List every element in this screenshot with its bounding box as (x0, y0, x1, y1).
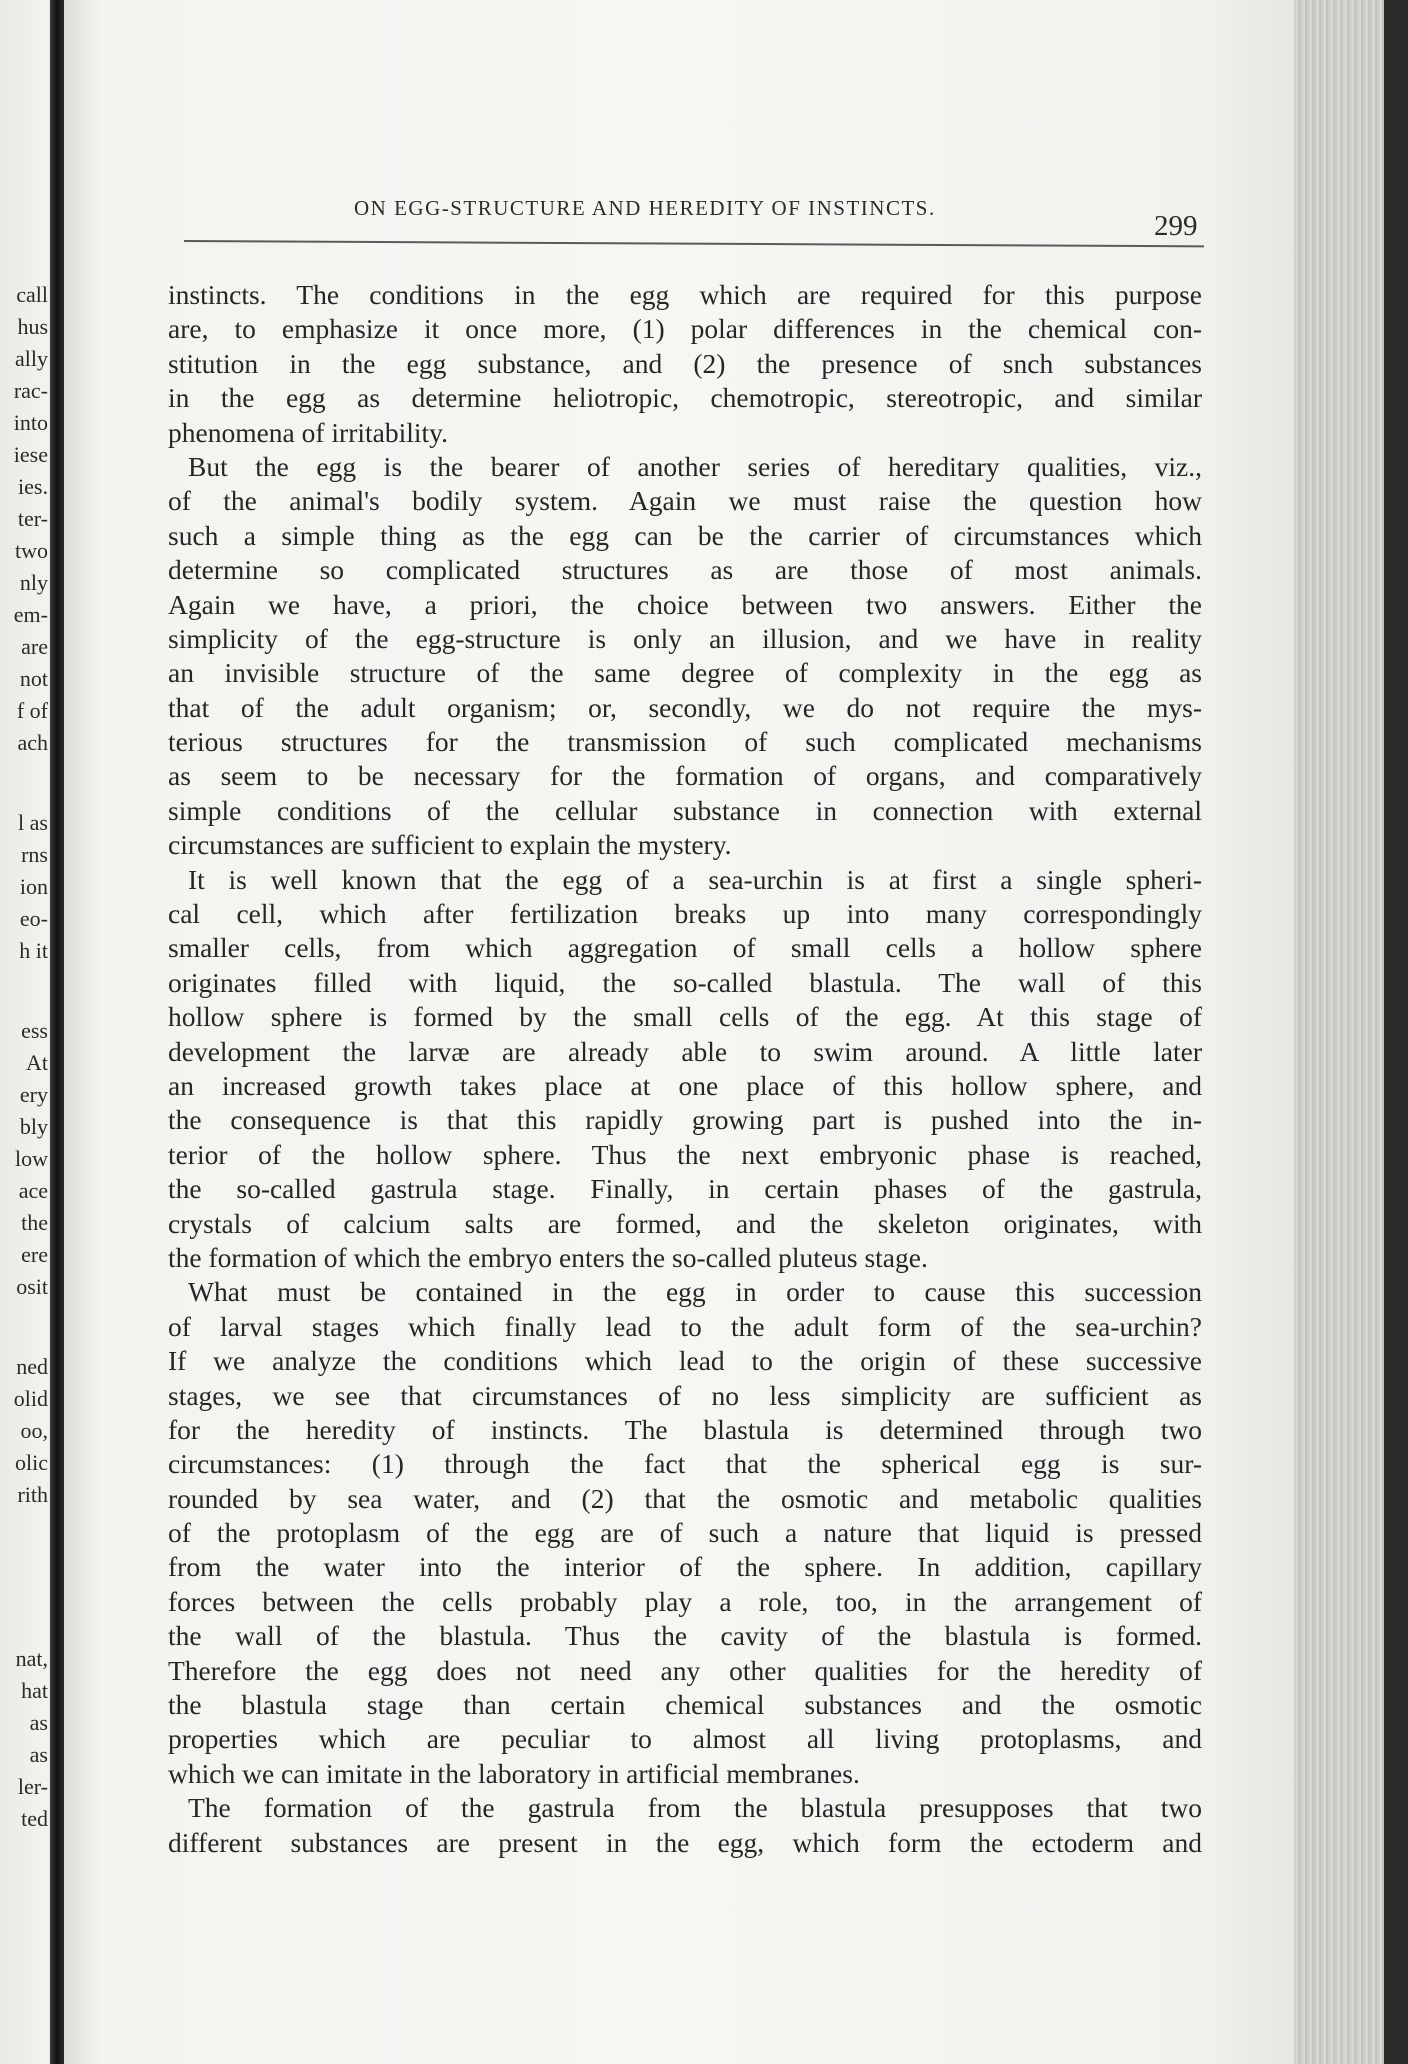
book-cover-edge (1384, 0, 1408, 2064)
facing-page-fragment: ally (15, 346, 48, 371)
facing-page-fragment: rac- (13, 378, 48, 403)
book-page (64, 0, 1294, 2064)
text-line: the formation of which the embryo enters the so-called pluteus stage. (168, 1241, 928, 1273)
facing-page-fragment: nat, (15, 1646, 48, 1671)
facing-page-fragment: not (19, 666, 48, 691)
facing-page-fragment: low (15, 1146, 48, 1171)
text-line: smaller cells, from which aggregation of small cells a hollow sphere (168, 932, 1202, 964)
facing-page-fragment: At (26, 1050, 48, 1075)
facing-page-fragment: eo- (19, 906, 48, 931)
text-line: If we analyze the conditions which lead to the origin of these successive (168, 1345, 1202, 1377)
facing-page-fragment: into (13, 410, 48, 435)
text-line: as seem to be necessary for the formation of organs, and comparatively (168, 760, 1202, 792)
facing-page-fragment: h it (19, 938, 48, 963)
facing-page-fragment: olic (15, 1450, 48, 1475)
text-line: from the water into the interior of the sphere. In addition, capillary (168, 1551, 1202, 1583)
text-line: stages, we see that circumstances of no less simplicity are sufficient as (168, 1379, 1202, 1411)
text-line: which we can imitate in the laboratory in artificial membranes. (168, 1757, 860, 1789)
text-line: What must be contained in the egg in order to cause this succession (188, 1276, 1202, 1308)
text-line: The formation of the gastrula from the blastula presupposes that two (188, 1792, 1202, 1824)
facing-page-fragment: rns (21, 842, 48, 867)
facing-page-fragment: ler- (17, 1774, 48, 1799)
text-line: development the larvæ are already able to swim around. A little later (168, 1035, 1202, 1067)
text-line: different substances are present in the egg, which form the ectoderm and (168, 1826, 1202, 1858)
text-line: an increased growth takes place at one place of this hollow sphere, and (168, 1069, 1202, 1101)
facing-page-fragment: call (16, 282, 48, 307)
text-line: cal cell, which after fertilization breaks up into many correspondingly (168, 898, 1202, 930)
text-line: such a simple thing as the egg can be the carrier of circumstances which (168, 519, 1202, 551)
facing-page-fragment: ion (19, 874, 48, 899)
text-line: phenomena of irritability. (168, 416, 449, 448)
text-line: for the heredity of instincts. The blastula is determined through two (168, 1413, 1202, 1445)
header-rule (184, 240, 1204, 247)
facing-page-fragment: iese (13, 442, 48, 467)
facing-page-fragment: ess (21, 1018, 48, 1043)
facing-page-fragment: osit (16, 1274, 48, 1299)
facing-page-fragment: bly (19, 1114, 48, 1139)
text-line: rounded by sea water, and (2) that the osmotic and metabolic qualities (168, 1482, 1202, 1514)
facing-page-fragment: nly (19, 570, 48, 595)
text-line: terior of the hollow sphere. Thus the next embryonic phase is reached, (168, 1138, 1202, 1170)
text-line: hollow sphere is formed by the small cells of the egg. At this stage of (168, 1001, 1202, 1033)
text-line: the wall of the blastula. Thus the cavity of the blastula is formed. (168, 1620, 1202, 1652)
text-line: in the egg as determine heliotropic, chemotropic, stereotropic, and similar (168, 382, 1202, 414)
text-line: crystals of calcium salts are formed, and the skeleton originates, with (168, 1207, 1202, 1239)
facing-page-fragment: are (21, 634, 48, 659)
facing-page-fragment: as (29, 1742, 48, 1767)
facing-page-fragment: l as (18, 810, 48, 835)
text-line: instincts. The conditions in the egg which are required for this purpose (168, 279, 1202, 310)
text-line: properties which are peculiar to almost all living protoplasms, and (168, 1723, 1202, 1755)
text-line: determine so complicated structures as are those of most animals. (168, 554, 1202, 586)
text-line: that of the adult organism; or, secondly, we do not require the mys- (168, 691, 1202, 723)
text-line: an invisible structure of the same degree of complexity in the egg as (168, 657, 1202, 689)
text-line: are, to emphasize it once more, (1) polar differences in the chemical con- (168, 313, 1202, 345)
running-head: ON EGG-STRUCTURE AND HEREDITY OF INSTINCTS. (354, 196, 936, 220)
text-line: circumstances: (1) through the fact that the spherical egg is sur- (168, 1448, 1202, 1480)
text-line: the consequence is that this rapidly growing part is pushed into the in- (168, 1104, 1202, 1136)
page-edges (1294, 0, 1384, 2064)
text-line: the so-called gastrula stage. Finally, in certain phases of the gastrula, (168, 1173, 1202, 1205)
facing-page-fragment: ace (18, 1178, 48, 1203)
facing-page-fragment: ies. (18, 474, 48, 499)
text-line: Again we have, a priori, the choice between two answers. Either the (168, 588, 1202, 620)
text-line: of larval stages which finally lead to the adult form of the sea-urchin? (168, 1310, 1202, 1342)
facing-page-fragment: em- (13, 602, 48, 627)
facing-page-fragment: ter- (17, 506, 48, 531)
facing-page-fragment: f of (16, 698, 48, 723)
text-line: forces between the cells probably play a role, too, in the arrangement of (168, 1585, 1202, 1617)
text-line: stitution in the egg substance, and (2) the presence of snch substances (168, 347, 1202, 379)
facing-page-fragment: rith (17, 1482, 48, 1507)
facing-page-fragment: ere (21, 1242, 48, 1267)
text-line: simple conditions of the cellular substance in connection with external (168, 794, 1202, 826)
facing-page-fragment: olid (13, 1386, 48, 1411)
facing-page-fragment: ach (17, 730, 48, 755)
text-line: of the animal's bodily system. Again we must raise the question how (168, 485, 1202, 517)
facing-page-fragment: as (29, 1710, 48, 1735)
text-line: circumstances are sufficient to explain the mystery. (168, 829, 732, 861)
text-line: It is well known that the egg of a sea-urchin is at first a single spheri- (188, 863, 1202, 895)
facing-page-fragment: hat (21, 1678, 48, 1703)
facing-page-fragment: hus (17, 314, 48, 339)
facing-page-fragment: the (21, 1210, 48, 1235)
text-line: simplicity of the egg-structure is only an illusion, and we have in reality (168, 622, 1202, 654)
facing-page-fragment: ery (19, 1082, 48, 1107)
text-line: terious structures for the transmission of such complicated mechanisms (168, 726, 1202, 758)
text-line: Therefore the egg does not need any other qualities for the heredity of (168, 1654, 1202, 1686)
book-gutter (50, 0, 64, 2064)
facing-page-fragment: oo, (20, 1418, 48, 1443)
body-text (168, 278, 1202, 1860)
text-line: the blastula stage than certain chemical substances and the osmotic (168, 1689, 1202, 1721)
facing-page-fragment: ned (16, 1354, 48, 1379)
text-line: But the egg is the bearer of another series of hereditary qualities, viz., (188, 450, 1202, 482)
text-line: of the protoplasm of the egg are of such a nature that liquid is pressed (168, 1517, 1202, 1549)
facing-page-fragment: ted (21, 1806, 48, 1831)
page-number: 299 (1154, 210, 1198, 242)
facing-page-fragment: two (15, 538, 48, 563)
text-line: originates filled with liquid, the so-called blastula. The wall of this (168, 966, 1202, 998)
